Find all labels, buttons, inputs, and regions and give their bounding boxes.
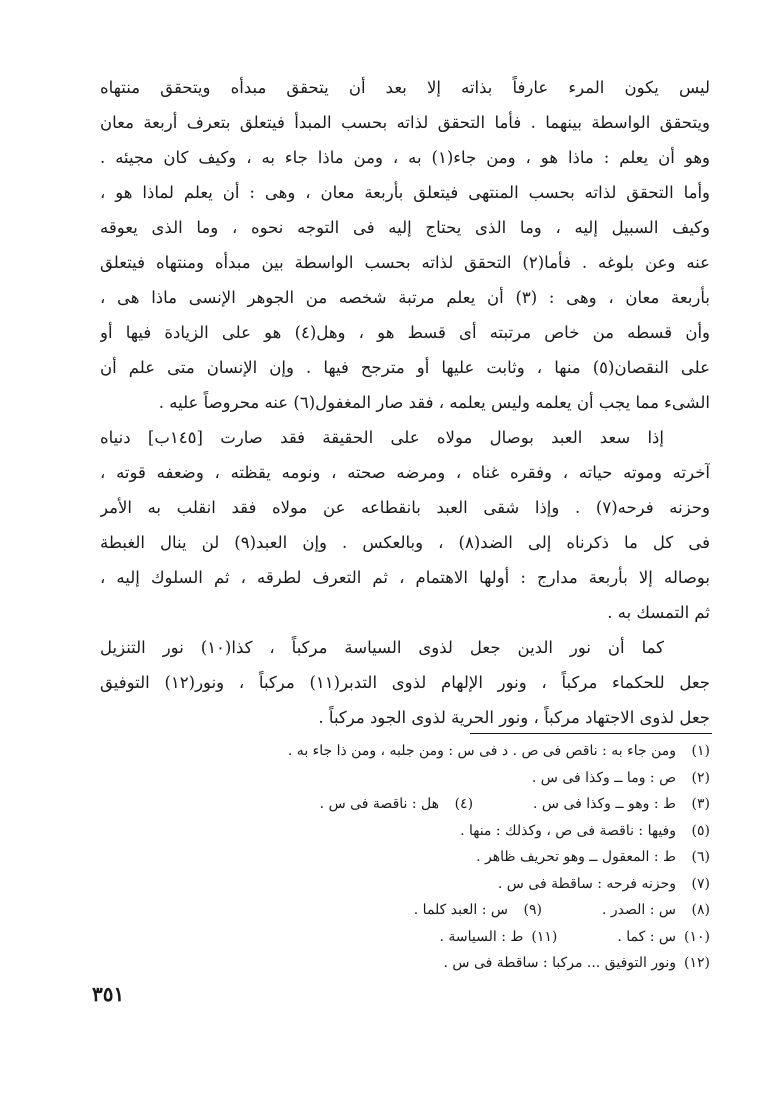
paragraph-3 [100, 630, 710, 735]
text-line: جعل للحكماء مركباً ، ونور الإلهام لذوى التدبر(١١) مركباً ، ونور(١٢) التوفيق [100, 673, 710, 692]
text-line: الشىء مما يجب أن يعلمه وليس يعلمه ، فقد صار المغفول(٦) عنه محروصاً عليه . [158, 393, 710, 412]
footnote [444, 950, 710, 977]
text-line: على النقصان(٥) منها ، وثابت عليها أو مترجح فيها . وإن الإنسان متى علم أن [100, 358, 710, 377]
footnote-number: (١٠) [684, 928, 710, 945]
text-line: ثم التمسك به . [607, 603, 710, 622]
footnote-line [120, 950, 710, 977]
footnote [440, 924, 558, 951]
footnote-number: (٧) [691, 875, 710, 892]
text-line: عنه وعن بلوغه . فأما(٢) التحقق لذاته بحسب الواسطة بين مبدأه ومنتهاه فيتعلق [100, 253, 710, 272]
text-line: جعل لذوى الاجتهاد مركباً ، ونور الحرية لذوى الجود مركباً . [318, 708, 710, 727]
footnote-line [120, 738, 710, 765]
footnote-number: (١٢) [684, 955, 710, 971]
footnote-number: (٣) [691, 796, 710, 812]
footnote-line [120, 897, 710, 924]
footnote [476, 844, 710, 871]
text-line: وأن قسطه من خاص مرتبته أى قسط هو ، وهل(٤) هو على الزيادة فيها أو [100, 323, 710, 342]
footnote-number: (٢) [691, 769, 710, 786]
footnote [288, 738, 710, 765]
footnote-line [120, 871, 710, 898]
footnote-separator [470, 733, 712, 734]
paragraph-1 [100, 70, 710, 420]
footnote-text: ط : المعقول ــ وهو تحريف ظاهر . [476, 849, 676, 865]
footnote-text: ونور التوفيق ... مركبا : ساقطة فى س . [443, 955, 676, 971]
text-line: بأربعة معان ، وهى : (٣) أن يعلم مرتبة شخصه من الجوهر الإنسى ماذا هى ، [100, 288, 710, 307]
footnote-line [120, 924, 710, 951]
footnote-number: (٥) [691, 822, 710, 839]
footnote [602, 897, 710, 924]
main-text [100, 70, 710, 735]
footnote-text: س : كما . [617, 928, 676, 945]
text-line: بوصاله إلا بأربعة مدارج : أولها الاهتمام ، ثم التعرف لطرقه ، ثم السلوك إليه ، [100, 568, 710, 587]
footnote-text: ط : وهو ــ وكذا فى س . [533, 796, 676, 812]
footnote-text: ومن جاء به : ناقص فى ص . د فى س : ومن جلبه ، ومن ذا جاء به . [287, 743, 676, 759]
footnote [617, 924, 710, 951]
text-line: وكيف السبيل إليه ، وما الذى يحتاج إليه فى التوجه نحوه ، وما الذى يعوقه [100, 218, 710, 237]
footnote-number: (٦) [691, 849, 710, 865]
footnote-number: (٩) [523, 902, 542, 918]
footnote-text: وفيها : ناقصة فى ص ، وكذلك : منها . [460, 822, 676, 839]
footnote-text: هل : ناقصة فى س . [319, 796, 440, 812]
text-line: وحزنه فرحه(٧) . وإذا شقى العبد بانقطاعه عن مولاه فقد انقلب به الأمر [100, 498, 710, 517]
footnote-line [120, 844, 710, 871]
text-line: ويتحقق الواسطة بينهما . فأما التحقق لذاته بحسب المبدأ فيتعلق بتعرف أربعة معان [100, 113, 710, 132]
text-line: آخرته وموته حياته ، وفقره غناه ، ومرضه صحته ، ونومه يقظته ، وضعفه قوته ، [100, 463, 710, 482]
footnote [498, 871, 710, 898]
footnote [532, 765, 710, 792]
text-line: إذا سعد العبد بوصال مولاه على الحقيقة فقد صارت [١٤٥ب] دنياه [100, 428, 664, 447]
footnote-text: س : الصدر . [601, 902, 676, 918]
footnote-text: ص : وما ــ وكذا فى س . [531, 769, 676, 786]
text-line: وهو أن يعلم : ماذا هو ، ومن جاء(١) به ، ومن ماذا جاء به ، وكيف كان مجيئه . [100, 148, 710, 167]
footnote [320, 791, 473, 818]
text-line: فى كل ما ذكرناه إلى الضد(٨) ، وبالعكس . وإن العبد(٩) لن ينال الغبطة [100, 533, 710, 552]
footnote-line [120, 791, 710, 818]
footnote [414, 897, 542, 924]
text-line: كما أن نور الدين جعل لذوى السياسة مركباً ، كذا(١٠) نور التنزيل [100, 638, 664, 657]
footnote-number: (٨) [691, 902, 710, 918]
text-line: ليس يكون المرء عارفاً بذاته إلا بعد أن يتحقق مبدأه ويتحقق منتهاه [100, 78, 710, 97]
text-line: وأما التحقق لذاته بحسب المنتهى فيتعلق بأربعة معان ، وهى : أن يعلم لماذا هو ، [100, 183, 710, 202]
footnote-number: (٤) [454, 796, 474, 812]
footnote [533, 791, 710, 818]
footnote-number: (١) [691, 743, 710, 759]
footnote-text: س : العبد كلما . [413, 902, 508, 918]
footnote-text: ط : السياسة . [439, 928, 524, 945]
paragraph-2 [100, 420, 710, 630]
footnote-number: (١١) [531, 928, 558, 945]
footnote [460, 818, 710, 845]
footnotes [120, 738, 710, 977]
page-number: ٣٥١ [92, 982, 125, 1006]
footnote-line [120, 765, 710, 792]
footnote-text: وحزنه فرحه : ساقطة فى س . [497, 875, 676, 892]
footnote-line [120, 818, 710, 845]
